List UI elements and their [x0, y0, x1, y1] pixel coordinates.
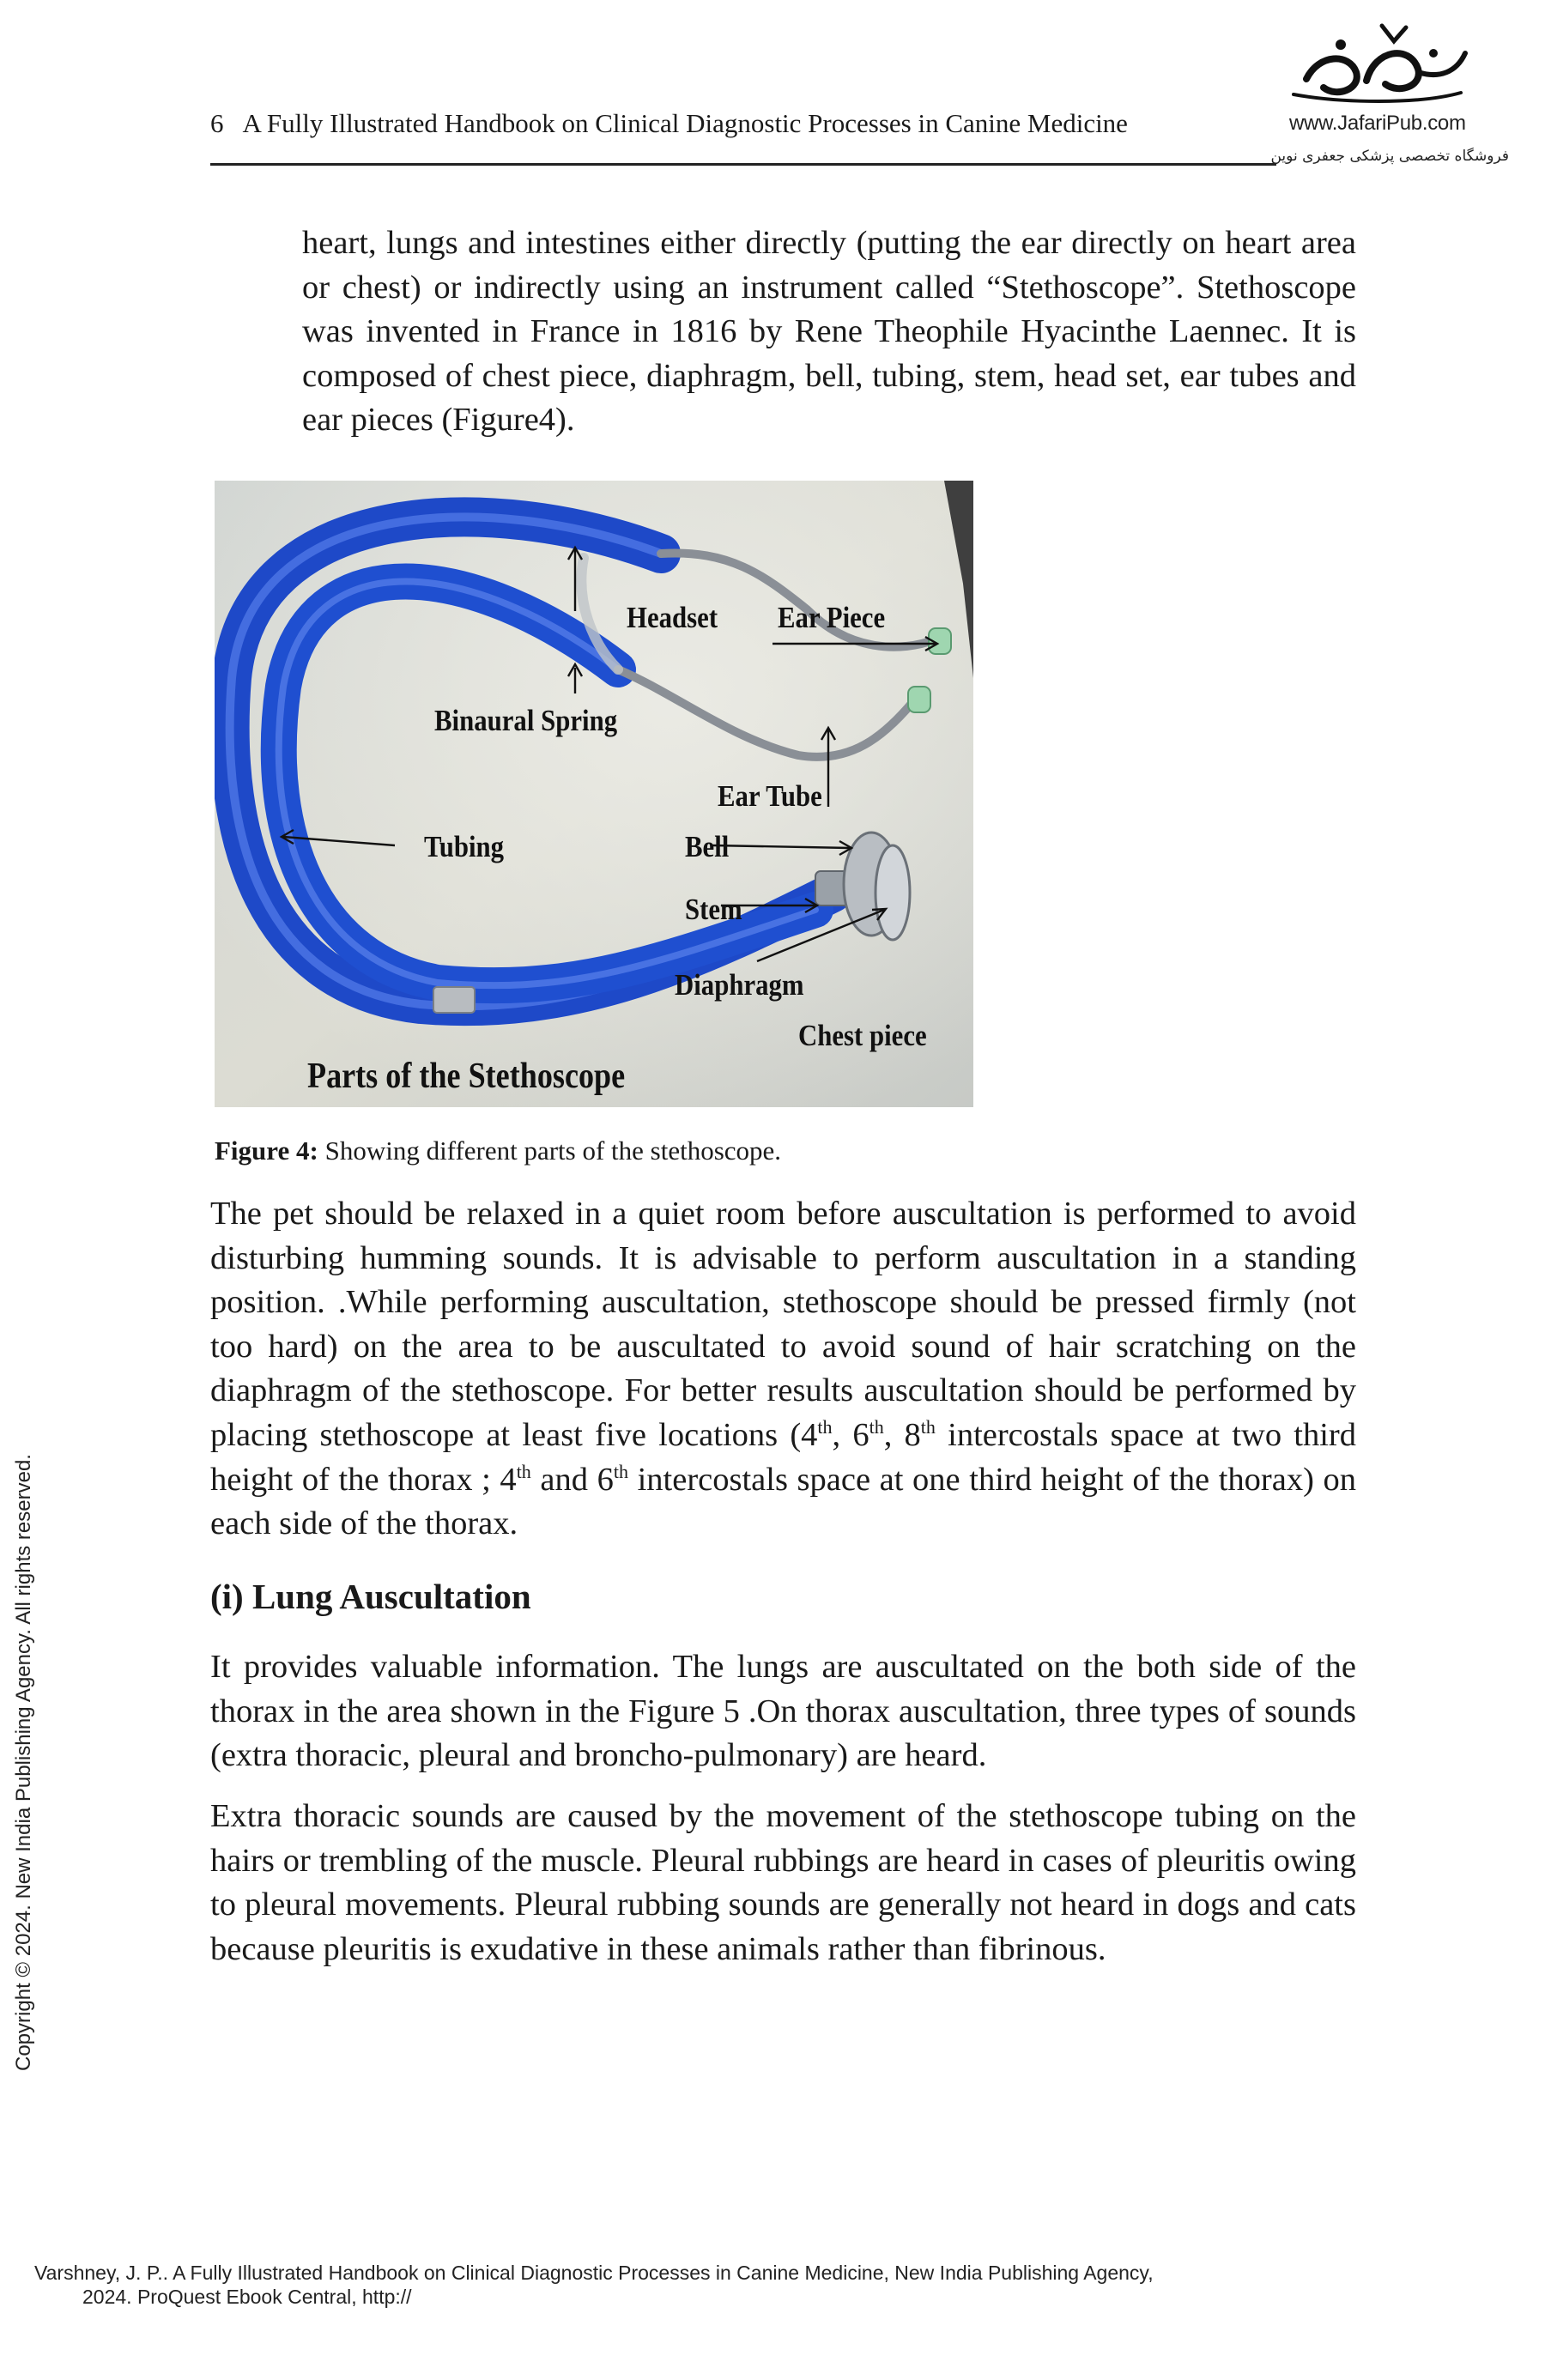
superscript-th: th [613, 1460, 628, 1482]
superscript-th: th [516, 1460, 531, 1482]
label-stem: Stem [685, 893, 742, 926]
p2-text-c: , 8 [883, 1416, 921, 1453]
label-ear-piece: Ear Piece [778, 601, 886, 634]
p2-text-d: intercostals space at two third height of the thorax ; 4 [210, 1416, 1356, 1498]
p2-text-e: and 6 [530, 1461, 614, 1498]
p2-text-b: , 6 [832, 1416, 869, 1453]
p2-text-f: intercostals space at one third height of the thorax) on each side of the thorax. [210, 1461, 1357, 1542]
publisher-tagline: فروشگاه تخصصی پزشکی جعفری نوین [1270, 148, 1509, 165]
superscript-th: th [817, 1416, 833, 1438]
stethoscope-figure [215, 481, 973, 1107]
figure-title: Parts of the Stethoscope [307, 1057, 626, 1096]
label-ear-tube: Ear Tube [718, 779, 822, 813]
paragraph-auscultation [210, 1192, 1356, 1547]
superscript-th: th [920, 1416, 936, 1438]
label-chest-piece: Chest piece [798, 1019, 927, 1052]
citation-line-2: 2024. ProQuest Ebook Central, http:// [82, 2286, 412, 2308]
side-copyright: Copyright © 2024. New India Publishing Agency. All rights reserved. [12, 1454, 35, 2071]
citation-footer [34, 2261, 1154, 2309]
figure-caption [215, 1135, 781, 1166]
paragraph-lung: It provides valuable information. The lungs are auscultated on the both side of the thorax in the area shown in the Figure 5 .On thorax auscultation, three types of sounds (extra thoracic, pleural and broncho-pulmonary) are heard. [210, 1649, 1356, 1774]
label-bell: Bell [685, 830, 730, 863]
page-number: 6 [210, 108, 224, 138]
caption-text: Showing different parts of the stethoscope. [318, 1135, 782, 1166]
calligraphy-logo-icon [1289, 19, 1469, 109]
publisher-url: www.JafariPub.com [1289, 112, 1466, 135]
header-rule [210, 163, 1276, 166]
book-title: A Fully Illustrated Handbook on Clinical Diagnostic Processes in Canine Medicine [242, 108, 1128, 138]
superscript-th: th [869, 1416, 884, 1438]
label-headset: Headset [627, 601, 718, 634]
section-heading: (i) Lung Auscultation [210, 1577, 531, 1616]
p2-text-a: The pet should be relaxed in a quiet room before auscultation is performed to avoid disturbing humming sounds. It is advisable to perform auscultation in a standing position. .While performing auscultation, stethoscope should be pressed firmly (not too hard) on the area to be auscultated to avoid sound of hair scratching on the diaphragm of the stethoscope. For better results auscultation should be performed by placing stethoscope at least five locations (4 [210, 1196, 1356, 1453]
running-head [210, 108, 1128, 139]
publisher-logo [1270, 19, 1511, 169]
label-binaural-spring: Binaural Spring [434, 704, 618, 737]
label-tubing: Tubing [424, 830, 505, 863]
citation-line-1: Varshney, J. P.. A Fully Illustrated Handbook on Clinical Diagnostic Processes in Canine Medicine, New India Publishing Agency, [34, 2262, 1154, 2284]
paragraph-intro: heart, lungs and intestines either directly (putting the ear directly on heart area or chest) or indirectly using an instrument called “Stethoscope”. Stethoscope was invented in France in 1816 by Rene Theophile Hyacinthe Laennec. It is composed of chest piece, diaphragm, bell, tubing, stem, head set, ear tubes and ear pieces (Figure4). [302, 225, 1356, 439]
label-diaphragm: Diaphragm [675, 968, 804, 1002]
paragraph-extra-thoracic: Extra thoracic sounds are caused by the movement of the stethoscope tubing on the hairs or trembling of the muscle. Pleural rubbings are heard in cases of pleuritis owing to pleural movements. Pleural rubbing sounds are generally not heard in dogs and cats because pleuritis is exudative in these animals rather than fibrinous. [210, 1798, 1356, 1967]
stethoscope-photo [215, 481, 973, 1107]
caption-label: Figure 4: [215, 1135, 318, 1166]
